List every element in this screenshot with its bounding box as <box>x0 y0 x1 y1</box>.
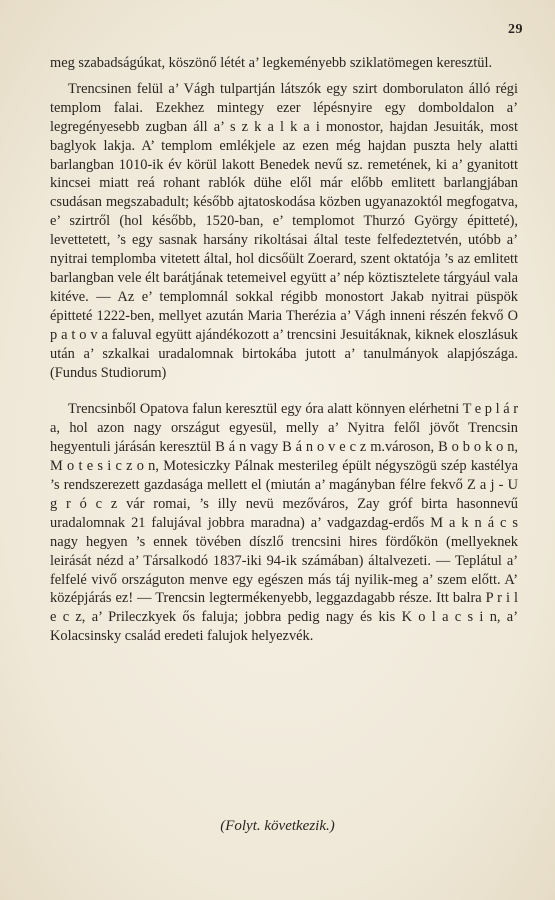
paragraph-szkalka: Trencsinen felül a’ Vágh tulpartján látszók egy szirt domborulaton álló régi templom falai. Ezekhez mintegy ezer lépésnyire egy domboldalon a’ legregényesebb zugban áll a’ s z k a l k a i monostor, hajdan Jesuiták, most baglyok lakja. A’ templom emlékjele az ezen még hajdan puszta hely alatti barlangban 1010-ik év körül lakott Benedek nevű sz. remetének, ki a’ gyanitott kincsei miatt reá rohant rablók dühe elől már előbb emlitett barlangjában csudásan megszabadult; később ajtatoskodása közben ugyanazoktól megfogatva, e’ szirtről (hol később, 1520-ban, e’ templomot Thurzó György épitteté), levettetett, ’s egy sasnak harsány rikoltásai által teste felfedeztetvén, utóbb a’ nyitrai templomba vitetett által, hol dicsőült Zoerard, szent oktatója ’s az emlitett barlangban vele élt barátjának tetemeivel együtt a’ nép köztisztelete tárgyául vala kitéve. — Az e’ templomnál sokkal régibb monostort Jakab nyitrai püspök épitteté 1222-ben, mellyet azután Maria Therézia a’ Vágh inneni részén fekvő O p a t o v a faluval együtt ajándékozott a’ trencsini Jesuitáknak, kiknek eloszlásuk után a’ szkalkai uradalomnak birtokába jutott a’ tanulmányok alapjószága. (Fundus Studiorum) <box>50 80 518 381</box>
body-text <box>50 54 518 646</box>
paragraph-trencsin-route: Trencsinből Opatova falun keresztül egy óra alatt könnyen elérhetni T e p l á r a, hol azon nagy országut egyesül, melly a’ Nyitra felől jövőt Trencsin hegyentuli járásán keresztül B á n vagy B á n o v e c z m.városon, B o b o k o n, M o t e s i c z o n, Motesiczky Pálnak mesterileg épült négyszögü szép kastélya ’s rendszerezett gazdasága mellett el (miután a’ magányban félre fekvő Z a j - U g r ó c z vár romai, ’s illy nevü mezőváros, Zay gróf birta hasonnevű uradalomnak 21 falujával jobbra maradna) a’ vadgazdag-erdős M a k n á c s nagy hegyen ’s ennek tövében díszlő trencsini hires fördőkön (mellyeknek leirását nézd a’ Társalkodó 1837-iki 94-ik számában) általvezeti. — Teplátul a’ felfelé vivő országuton menve egy egészen más táj nyilik-meg a’ szem előtt. A’ középjárás ez! — Trencsin legtermékenyebb, leggazdagabb része. Itt balra P r i l e c z, a’ Prileczkyek ős faluja; jobbra pedig nagy és kis K o l a c s i n, a’ Kolacsinsky család eredeti falujok helyezvék. <box>50 401 518 645</box>
continued-note: (Folyt. következik.) <box>220 818 335 834</box>
paragraph-continuation: meg szabadságúkat, köszönő létét a’ legkeményebb sziklatömegen keresztül. <box>50 55 493 71</box>
page-number: 29 <box>508 22 523 37</box>
